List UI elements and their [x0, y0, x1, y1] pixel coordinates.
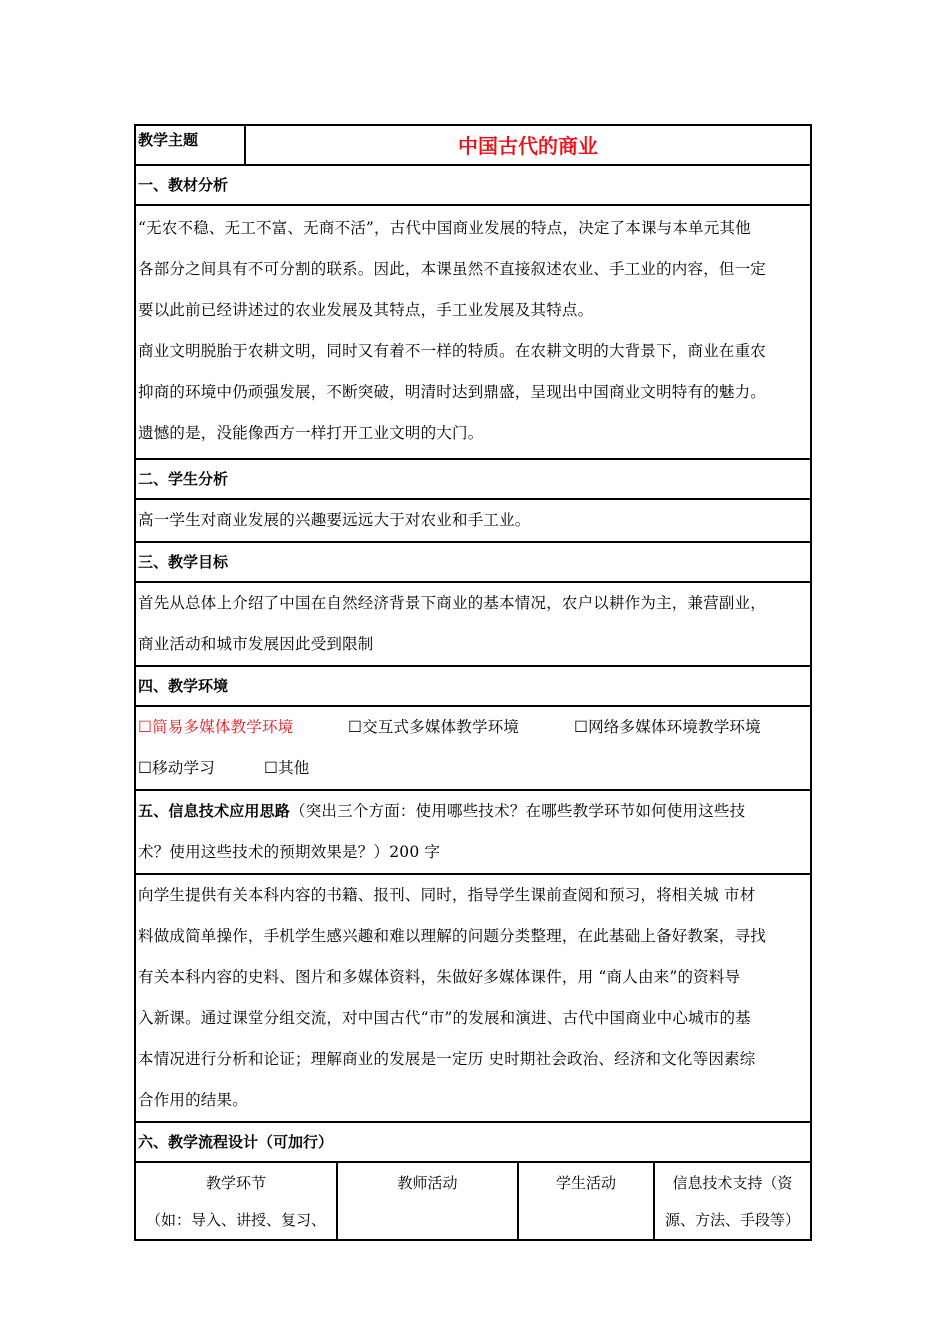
text-line: 要以此前已经讲述过的农业发展及其特点，手工业发展及其特点。	[138, 301, 594, 319]
flow-table-header	[134, 1161, 812, 1241]
section-heading-flow: 六、教学流程设计（可加行）	[134, 1121, 812, 1161]
text-line: 抑商的环境中仍顽强发展，不断突破，明清时达到鼎盛，呈现出中国商业文明特有的魅力。	[138, 383, 767, 401]
environment-options-line-1	[138, 707, 808, 748]
text-line: 商业文明脱胎于农耕文明，同时又有着不一样的特质。在农耕文明的大背景下，商业在重农	[138, 342, 767, 360]
flow-col-stage-title: 教学环节	[205, 1174, 266, 1192]
flow-col-student	[519, 1163, 655, 1239]
flow-col-stage	[136, 1163, 338, 1239]
text-line: 有关本科内容的史料、图片和多媒体资料，朱做好多媒体课件，用 “商人由来”的资料导	[138, 968, 741, 986]
flow-col-it-support	[655, 1163, 810, 1239]
section-heading-students: 二、学生分析	[134, 458, 812, 498]
environment-options-line-2	[138, 748, 808, 789]
text-line: 高一学生对商业发展的兴趣要远远大于对农业和手工业。	[138, 511, 531, 529]
section-heading-environment: 四、教学环境	[134, 665, 812, 705]
flow-col-student-title: 学生活动	[555, 1174, 616, 1192]
flow-col-it-support-title: 信息技术支持（资	[672, 1174, 793, 1192]
section-heading-textbook: 一、教材分析	[134, 164, 812, 204]
flow-col-teacher	[338, 1163, 519, 1239]
flow-col-teacher-title: 教师活动	[397, 1174, 458, 1192]
env-option-simple-multimedia[interactable]: ☐简易多媒体教学环境	[138, 718, 294, 736]
text-line: 向学生提供有关本科内容的书籍、报刊、同时，指导学生课前查阅和预习，将相关城 市材	[138, 886, 756, 904]
it-approach-note-1: （突出三个方面：使用哪些技术？在哪些教学环节如何使用这些技	[290, 802, 746, 820]
text-line: 商业活动和城市发展因此受到限制	[138, 635, 374, 653]
text-line: 遗憾的是，没能像西方一样打开工业文明的大门。	[138, 424, 484, 442]
it-approach-note-2: 术？使用这些技术的预期效果是？）200 字	[138, 843, 441, 861]
section-body-goals	[134, 581, 812, 665]
flow-col-stage-note: （如：导入、讲授、复习、	[145, 1211, 326, 1229]
text-line: 合作用的结果。	[138, 1091, 248, 1109]
lesson-plan-table	[134, 124, 812, 1241]
text-line: 料做成简单操作，手机学生感兴趣和难以理解的问题分类整理，在此基础上备好教案，寻找	[138, 927, 767, 945]
title-row	[134, 124, 812, 164]
text-line: 入新课。通过课堂分组交流，对中国古代“市”的发展和演进、古代中国商业中心城市的基	[138, 1009, 751, 1027]
section-body-students	[134, 498, 812, 541]
env-option-network-multimedia[interactable]: ☐网络多媒体环境教学环境	[574, 718, 761, 736]
text-line: “无农不稳、无工不富、无商不活”，古代中国商业发展的特点，决定了本课与本单元其他	[138, 219, 751, 237]
text-line: 本情况进行分析和论证；理解商业的发展是一定历 史时期社会政治、经济和文化等因素综	[138, 1050, 756, 1068]
env-option-other[interactable]: ☐其他	[264, 759, 310, 777]
topic-label: 教学主题	[136, 126, 246, 164]
text-line: 首先从总体上介绍了中国在自然经济背景下商业的基本情况，农户以耕作为主，兼营副业，	[138, 594, 767, 612]
env-option-interactive-multimedia[interactable]: ☐交互式多媒体教学环境	[348, 718, 520, 736]
section-body-it-approach	[134, 873, 812, 1121]
env-option-mobile-learning[interactable]: ☐移动学习	[138, 759, 215, 777]
section-body-textbook	[134, 204, 812, 458]
section-body-environment	[134, 705, 812, 789]
section-heading-it-approach	[134, 789, 812, 873]
section-heading-goals: 三、教学目标	[134, 541, 812, 581]
it-approach-heading: 五、信息技术应用思路	[138, 802, 291, 820]
lesson-title: 中国古代的商业	[458, 134, 598, 158]
text-line: 各部分之间具有不可分割的联系。因此，本课虽然不直接叙述农业、手工业的内容，但一定	[138, 260, 767, 278]
flow-col-it-support-note: 源、方法、手段等）	[664, 1211, 800, 1229]
